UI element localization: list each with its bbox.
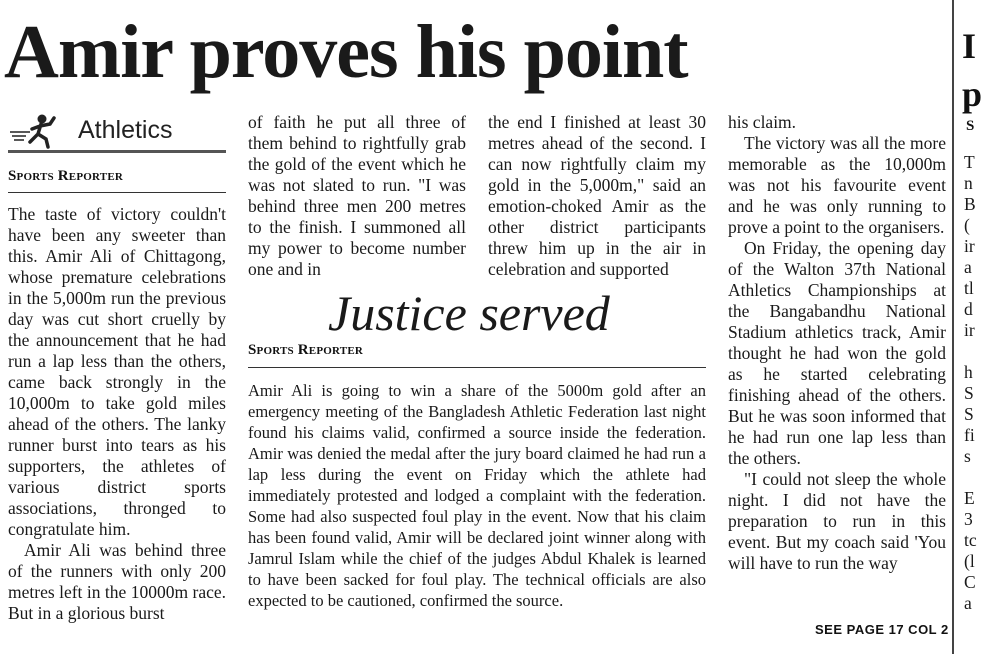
paragraph: Amir Ali is going to win a share of the 5000m gold after an emergency meeting of the Bangladesh Athletic Federation last night found his claims valid, confirmed a source inside the federation. Amir was denied the medal after the jury board claimed he had run a lap less during the event on Friday which the athlete had immediately protested and lodged a complaint with the federation. Some had also suspected foul play in the event. Now that his claim has been found valid, Amir will be declared joint winner along with Jamrul Islam while the chief of the judges Abdul Khalek is learned to have been sacked for foul play. The technical officials are also expected to be cautioned, confirmed the source. bbox=[248, 381, 706, 610]
text-fragment: C bbox=[964, 572, 976, 592]
continuation-note: SEE PAGE 17 COL 2 bbox=[815, 622, 949, 637]
next-headline-fragment: p bbox=[962, 74, 982, 114]
text-fragment: ir bbox=[964, 320, 975, 340]
text-fragment: ( bbox=[964, 215, 970, 235]
paragraph: his claim. bbox=[728, 112, 797, 132]
text-fragment: S bbox=[964, 404, 974, 424]
headline: Amir proves his point bbox=[4, 10, 688, 94]
section-label: Athletics bbox=[78, 116, 173, 144]
text-fragment: (l bbox=[964, 551, 975, 571]
sidebar-rule bbox=[248, 367, 706, 368]
runner-icon bbox=[8, 112, 72, 148]
article-column-1 bbox=[8, 204, 226, 624]
text-fragment: tl bbox=[964, 278, 974, 298]
paragraph: Amir Ali was behind three of the runners with only 200 metres left in the 10000m race. But in a glorious burst bbox=[8, 540, 226, 623]
article-column-3 bbox=[488, 112, 706, 280]
byline-rule bbox=[8, 192, 226, 193]
paragraph: The victory was all the more memorable as the 10,000m was not his favourite event and he was only running to prove a point to the organisers. bbox=[728, 133, 946, 237]
text-fragment bbox=[964, 467, 977, 488]
sidebar-byline: Sports Reporter bbox=[248, 342, 363, 358]
sidebar-body bbox=[248, 380, 706, 611]
paragraph: of faith he put all three of them behind to rightfully grab the gold of the event which he was not slated to run. "I was behind three men 200 metres to the finish. I summoned all my power to become number one and in bbox=[248, 112, 466, 279]
paragraph: The taste of victory couldn't have been any sweeter than this. Amir Ali of Chittagong, whose premature celebrations in the 5,000m run the previous day was cut short cruelly by the announcement that he had run a lap less than the others, came back strongly in the 10,000m to take gold miles ahead of the others. The lanky runner burst into tears as his supporters, the athletes of various district sports associations, thronged to congratulate him. bbox=[8, 204, 226, 539]
next-article-fragments bbox=[964, 152, 977, 614]
text-fragment: tc bbox=[964, 530, 977, 550]
paragraph: the end I finished at least 30 metres ahead of the second. I can now rightfully claim my gold in the 5,000m," said an emotion-choked Amir as the other district participants threw him up in the air in celebration and supported bbox=[488, 112, 706, 279]
text-fragment: n bbox=[964, 173, 973, 193]
text-fragment: s bbox=[964, 446, 971, 466]
text-fragment: S bbox=[964, 383, 974, 403]
byline: Sports Reporter bbox=[8, 168, 123, 184]
text-fragment: a bbox=[964, 257, 972, 277]
text-fragment: fi bbox=[964, 425, 975, 445]
text-fragment: h bbox=[964, 362, 973, 382]
article-column-2 bbox=[248, 112, 466, 280]
sidebar-title: Justice served bbox=[328, 285, 610, 341]
paragraph: On Friday, the opening day of the Walton 37th National Athletics Championships at the Bangabandhu National Stadium athletics track, Amir thought he had won the gold as he started celebrating finishing ahead of the others. But he was soon informed that he had run one lap less than the others. bbox=[728, 238, 946, 468]
text-fragment bbox=[964, 341, 977, 362]
text-fragment: B bbox=[964, 194, 976, 214]
article-column-4 bbox=[728, 112, 946, 574]
paragraph: "I could not sleep the whole night. I did not have the preparation to run in this event. But my coach said 'You will have to run the way bbox=[728, 469, 946, 573]
text-fragment: d bbox=[964, 299, 973, 319]
text-fragment: 3 bbox=[964, 509, 973, 529]
text-fragment: ir bbox=[964, 236, 975, 256]
text-fragment: T bbox=[964, 152, 975, 172]
text-fragment: a bbox=[964, 593, 972, 613]
next-byline-fragment: S bbox=[966, 118, 975, 134]
text-fragment: E bbox=[964, 488, 975, 508]
next-headline-fragment: I bbox=[962, 26, 977, 66]
column-divider bbox=[952, 0, 954, 654]
